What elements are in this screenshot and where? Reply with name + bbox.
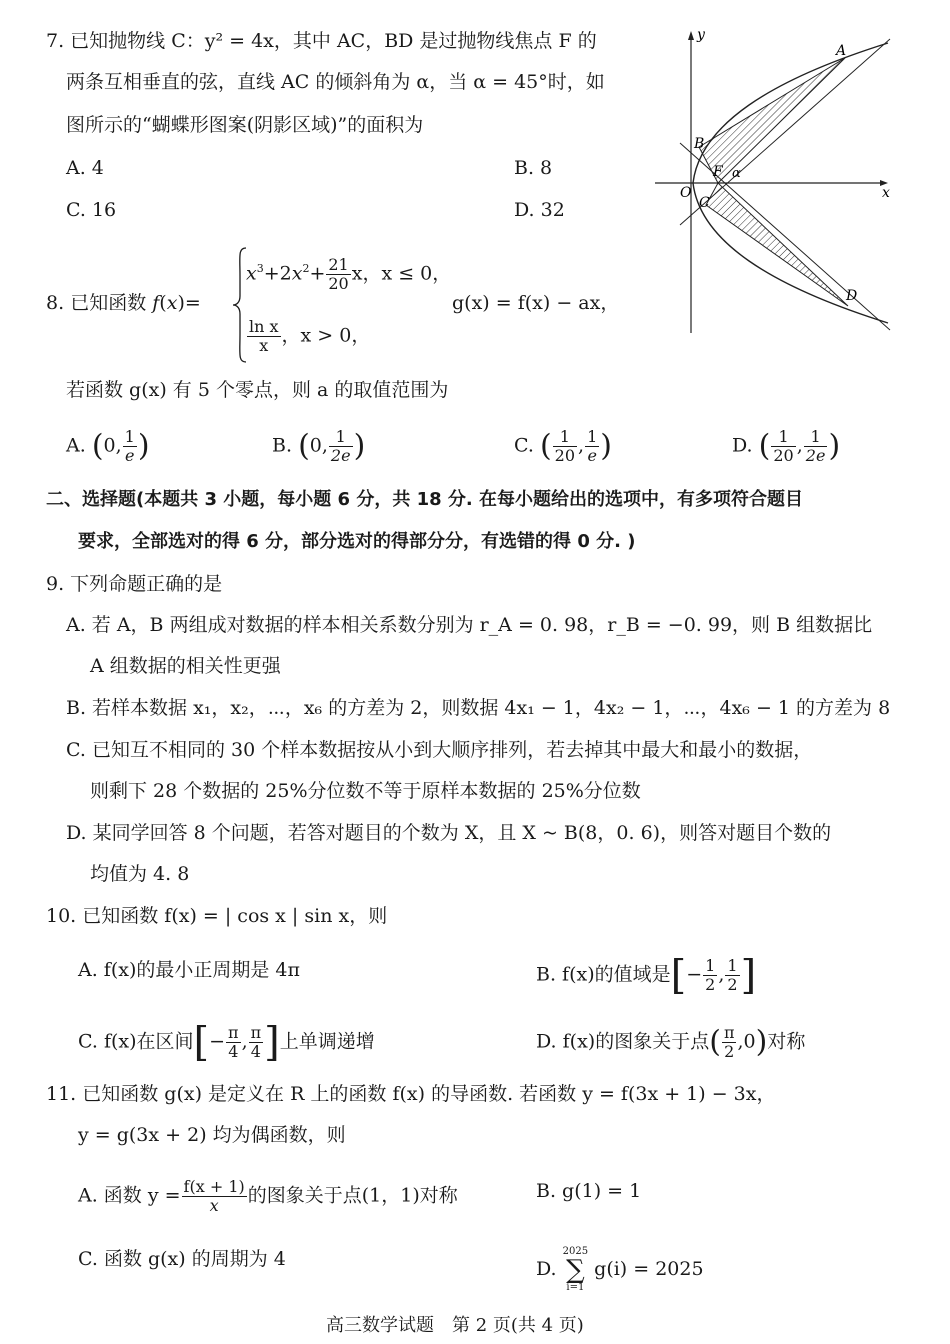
section2-header-line1: 二、选择题(本题共 3 小题，每小题 6 分，共 18 分. 在每小题给出的选项中，有多项符合题目 [46,489,804,510]
q11-stem-line1: 11. 已知函数 g(x) 是定义在 R 上的函数 f(x) 的导函数. 若函数 y = f(3x + 1) − 3x， [46,1083,776,1105]
section2-header-line2: 要求，全部选对的得 6 分，部分选对的得部分分，有选错的得 0 分. ) [78,531,636,552]
q9-option-a[interactable]: A. 若 A，B 两组成对数据的样本相关系数分别为 r_A = 0. 98，r_B = −0. 99，则 B 组数据比 [66,614,873,636]
q8-frac-lnx-x: $\frac{\text{ln x}}{x}$ [249,317,279,355]
q10-stem: 10. 已知函数 f(x) = | cos x | sin x，则 [46,905,388,927]
point-d-label: D [846,288,858,304]
line-ac [680,39,890,225]
q9-option-c[interactable]: C. 已知互不相同的 30 个样本数据按从小到大顺序排列，若去掉其中最大和最小的数据， [66,739,813,761]
q9-option-c-cont: 则剩下 28 个数据的 25%分位数不等于原样本数据的 25%分位数 [90,780,641,802]
q8-option-d[interactable]: D. ( $\frac{1}{20}$ , $\frac{1}{2e}$ ) [732,427,841,465]
q9-stem: 9. 下列命题正确的是 [46,573,223,595]
q8-option-c[interactable]: C. ( $\frac{1}{20}$ , $\frac{1}{e}$ ) [514,427,612,465]
point-b-label: B [694,136,705,152]
q7-option-b[interactable]: B. 8 [514,157,553,179]
angle-alpha-label: α [732,166,741,181]
q9-option-a-cont: A 组数据的相关性更强 [90,655,281,677]
q7-stem-line1: 7. 已知抛物线 C：y² = 4x，其中 AC，BD 是过抛物线焦点 F 的 [46,30,597,52]
q7-stem-line2: 两条互相垂直的弦，直线 AC 的倾斜角为 α，当 α = 45°时，如 [66,71,605,93]
q10-option-c[interactable]: C. f(x)在区间[− $\frac{\pi}{4}$ , $\frac{\pi}{4}$ ]上单调递增 [78,1019,375,1066]
q8-frac-21-20: $\frac{21}{20}$ [328,255,349,293]
page-footer: 高三数学试题 第 2 页(共 4 页) [326,1315,584,1336]
q8-lead: 8. 已知函数 f(x)= [46,292,201,314]
q7-stem-line3: 图所示的“蝴蝶形图案(阴影区域)”的面积为 [66,114,424,136]
point-a-label: A [836,43,847,59]
q11-stem-line2: y = g(3x + 2) 均为偶函数，则 [78,1124,346,1146]
q8-branch2: $\frac{\text{ln x}}{x}$ ，x > 0， [249,317,371,355]
q10-option-a[interactable]: A. f(x)的最小正周期是 4π [78,959,300,981]
q8-option-b[interactable]: B. (0, $\frac{1}{2e}$ ) [272,427,366,465]
q10-option-d[interactable]: D. f(x)的图象关于点( $\frac{\pi}{2}$ ,0)对称 [536,1023,806,1061]
q8-branch1: $x^3+2x^2+$ $\frac{21}{20}$ x，x ≤ 0， [246,255,452,293]
x-axis-label: x [882,185,890,201]
q11-option-c[interactable]: C. 函数 g(x) 的周期为 4 [78,1248,286,1270]
origin-label: O [680,185,692,201]
point-c-label: C [699,195,710,211]
summation-symbol: 2025 ∑ i=1 [562,1246,589,1293]
q9-option-d-cont: 均值为 4. 8 [90,863,190,885]
y-axis-label: y [697,27,705,43]
q8-option-a[interactable]: A. (0, $\frac{1}{e}$ ) [66,427,150,465]
y-axis-arrow [688,31,694,40]
line-bd [680,143,890,330]
q7-option-d[interactable]: D. 32 [514,199,565,221]
parabola-butterfly-figure [650,25,900,340]
focus-f-label: F [713,164,723,180]
q10-option-b[interactable]: B. f(x)的值域是[− $\frac{1}{2}$ , $\frac{1}{2}$ ] [536,952,757,999]
q11-option-d[interactable]: D. 2025 ∑ i=1 g(i) = 2025 [536,1246,704,1293]
q9-option-b[interactable]: B. 若样本数据 x₁，x₂，⋯，x₆ 的方差为 2，则数据 4x₁ − 1，4x₂ − 1，⋯，4x₆ − 1 的方差为 8 [66,697,891,719]
q7-option-a[interactable]: A. 4 [66,157,104,179]
q9-option-d[interactable]: D. 某同学回答 8 个问题，若答对题目的个数为 X，且 X ~ B(8，0. 6)，则答对题目个数的 [66,822,832,844]
q8-question: 若函数 g(x) 有 5 个零点，则 a 的取值范围为 [66,379,449,401]
q7-option-c[interactable]: C. 16 [66,199,117,221]
q11-option-a[interactable]: A. 函数 y = $\frac{f(x + 1)}{x}$ 的图象关于点(1，1)对称 [78,1177,458,1215]
q11-option-b[interactable]: B. g(1) = 1 [536,1180,642,1202]
q8-g-definition: g(x) = f(x) − ax， [452,292,620,314]
